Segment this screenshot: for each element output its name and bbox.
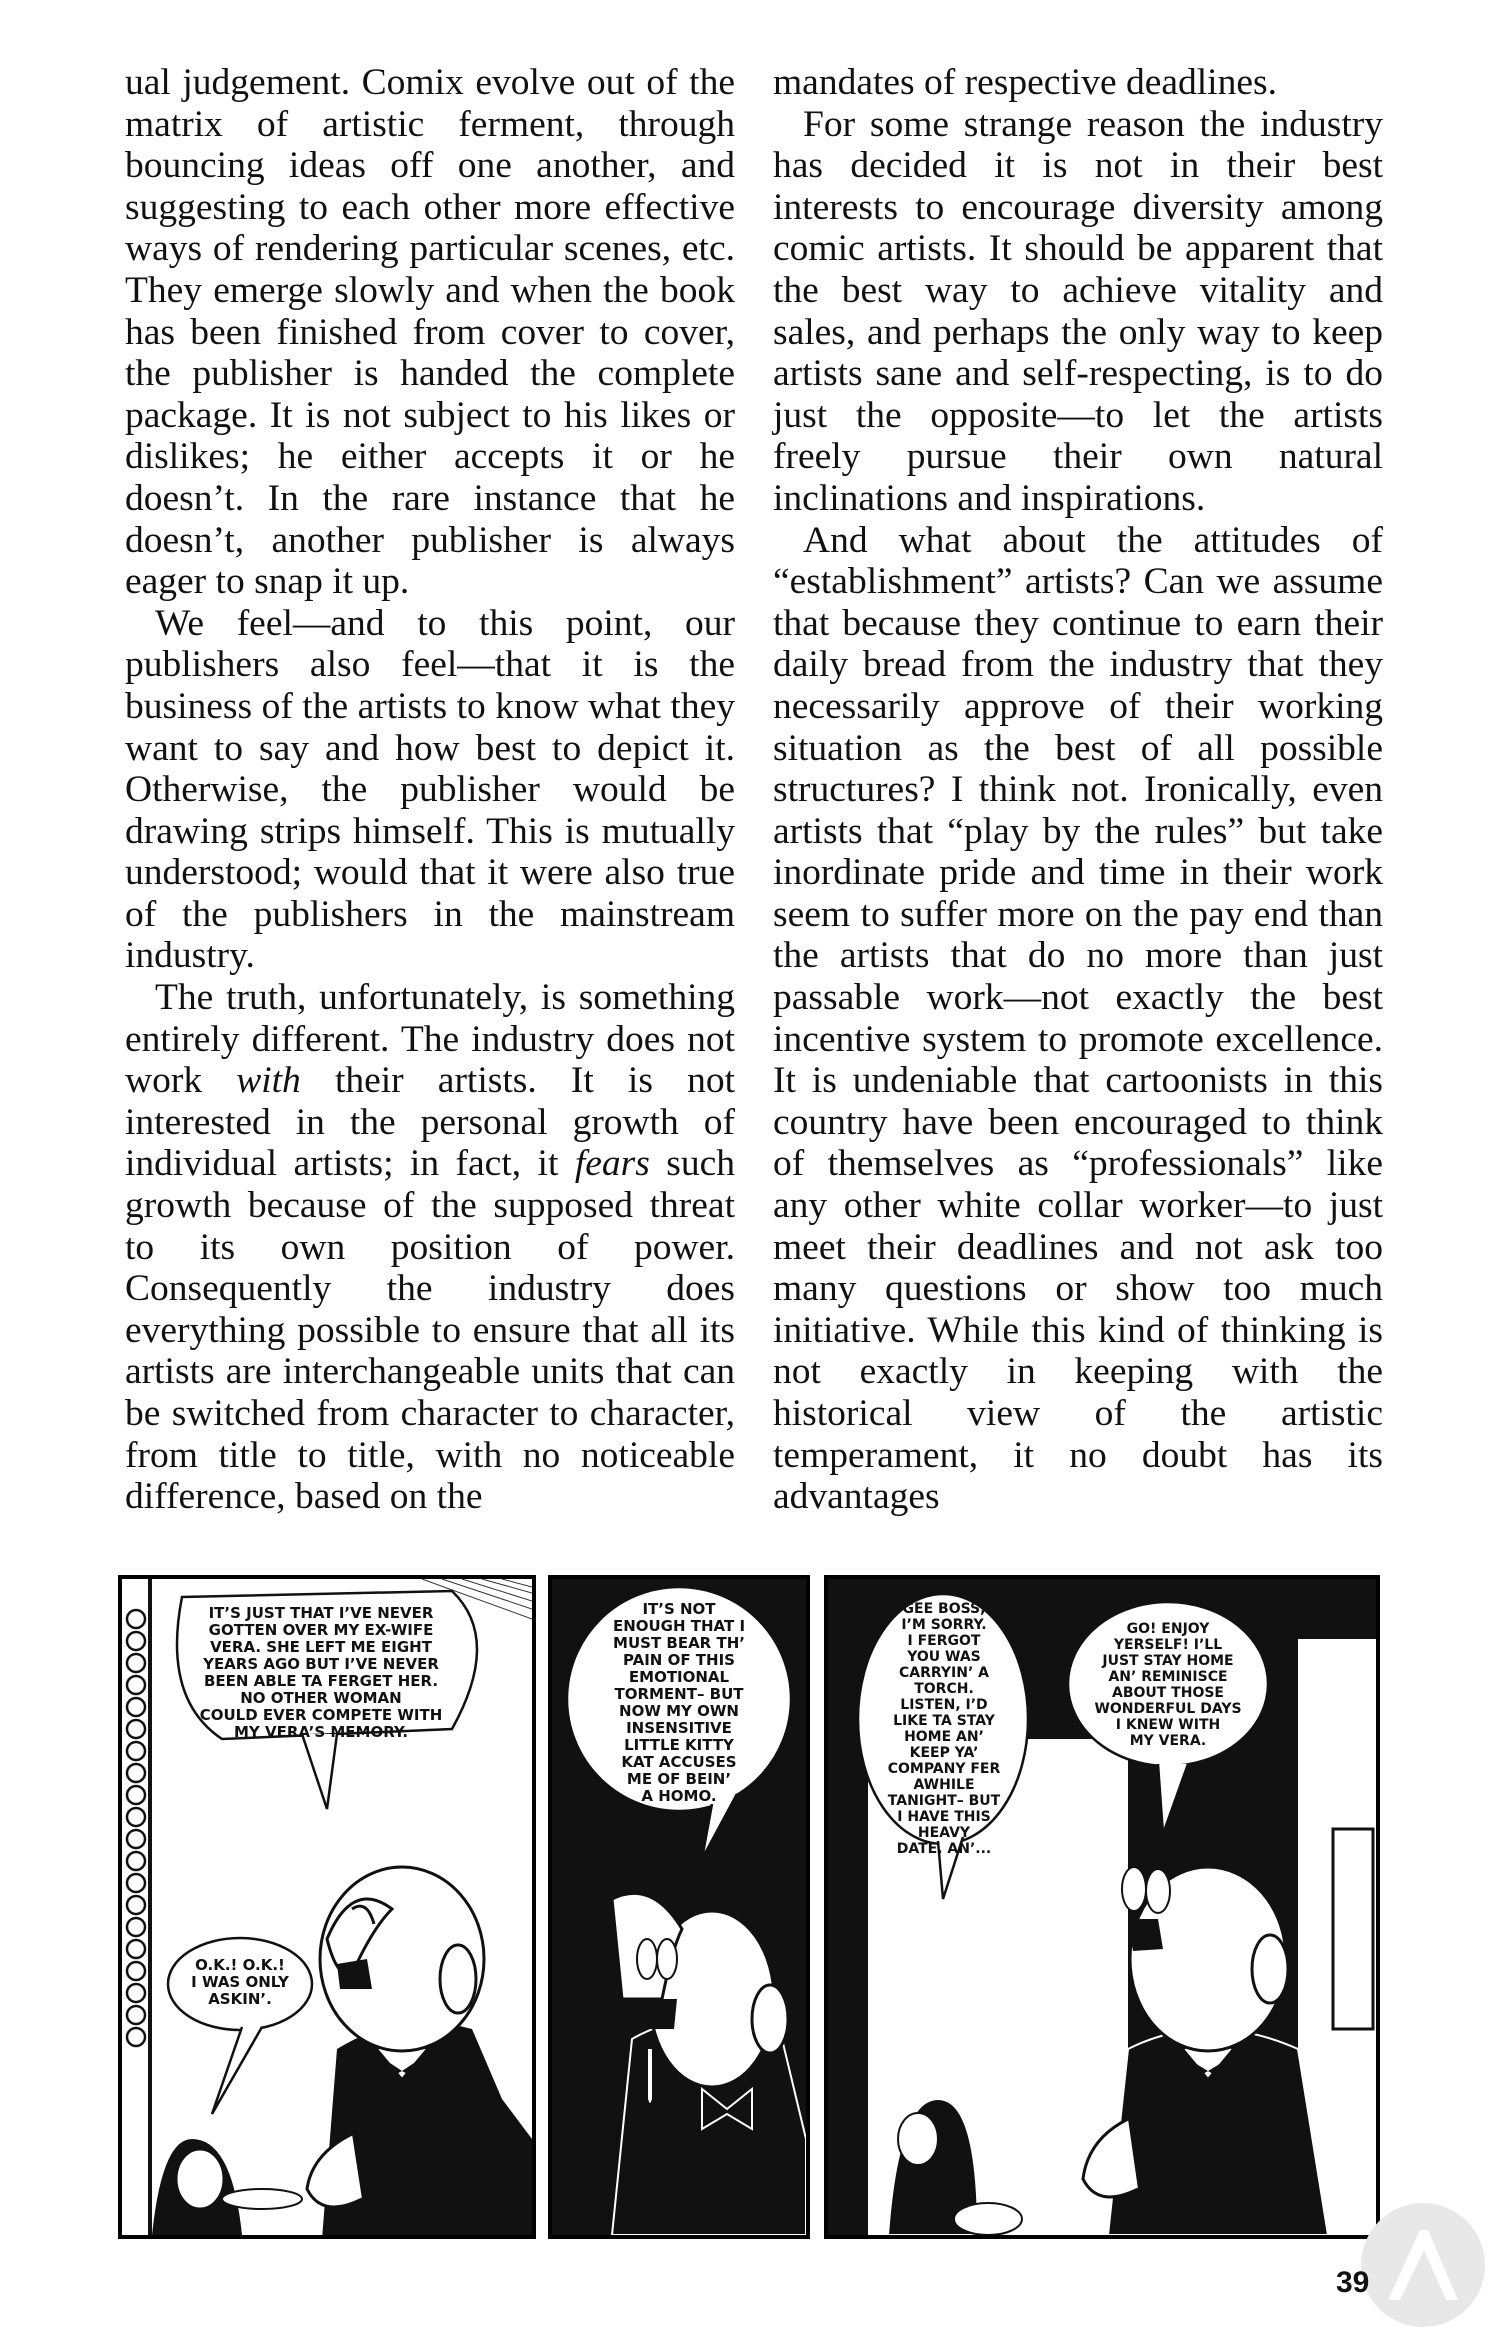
balloon-line: MY VERA’S MEMORY.	[233, 1723, 409, 1741]
balloon-line: WONDERFUL DAYS	[1094, 1701, 1242, 1717]
paragraph: For some strange reason the industry has decided it is not in their best interests to encourage diversity among comic artists. It should be apparent that the best way to achieve vitality and sales, and perhaps the only way to keep artists sane and self-respecting, is to do just the opposite—to let the artists freely pursue their own natural inclinations and inspirations.	[773, 103, 1383, 519]
balloon-line: IT’S NOT	[642, 1600, 716, 1618]
paragraph-text: their artists. It is not interested in the personal growth of individual artists; in fact, it	[125, 1060, 735, 1185]
balloon-line: KEEP YA’	[909, 1745, 979, 1761]
balloon-line: O.K.! O.K.!	[195, 1956, 285, 1974]
balloon-line: PAIN OF THIS	[623, 1651, 735, 1669]
paragraph: We feel—and to this point, our publishers also feel—that it is the business of the artists to know what they want to say and how best to depict it. Otherwise, the publisher would be drawing strips himself. This is mutually understood; would that it were also true of the publishers in the mainstream industry.	[125, 602, 735, 977]
balloon-line: JUST STAY HOME	[1102, 1653, 1234, 1669]
comic-strip	[118, 1575, 1380, 2240]
balloon-line: LIKE TA STAY	[893, 1713, 995, 1729]
balloon-line: HEAVY	[917, 1825, 971, 1841]
balloon-line: AWHILE	[913, 1777, 975, 1793]
paragraph-text: such growth because of the supposed threat to its own position of power. Consequently the industry does everything possible to ensure that all its artists are interchangeable units that can be switched from character to character, from title to title, with no noticeable difference, based on the	[125, 1143, 736, 1518]
paragraph: And what about the attitudes of “establishment” artists? Can we assume that because they continue to earn their daily bread from the industry that they necessarily approve of their working situation as the best of all possible structures? I think not. Ironically, even artists that “play by the rules” but take inordinate pride and time in their work seem to suffer more on the pay end than the artists that do no more than just passable work—not exactly the best incentive system to promote excellence. It is undeniable that cartoonists in this country have been encouraged to think of themselves as “professionals” like any other white collar worker—to just meet their deadlines and not ask too many questions or show too much initiative. While this kind of thinking is not exactly in keeping with the historical view of the artistic temperament, it no doubt has its advantages	[773, 519, 1383, 1518]
balloon-line: MUST BEAR TH’	[613, 1634, 745, 1652]
balloon-line: CARRYIN’ A	[899, 1665, 989, 1681]
balloon-line: LISTEN, I’D	[900, 1697, 988, 1713]
balloon-line: YOU WAS	[907, 1649, 981, 1665]
article-column-right	[773, 62, 1383, 1518]
balloon-line: YEARS AGO BUT I’VE NEVER	[203, 1655, 439, 1673]
balloon-line: YERSELF! I’LL	[1113, 1637, 1223, 1653]
watermark-logo-icon	[1358, 2200, 1488, 2330]
balloon-line: COULD EVER COMPETE WITH	[199, 1706, 443, 1724]
balloon-line: GOTTEN OVER MY EX-WIFE	[208, 1621, 434, 1639]
balloon-line: INSENSITIVE	[626, 1719, 732, 1737]
balloon-line: GEE BOSS,	[902, 1601, 986, 1617]
balloon-line: AN’ REMINISCE	[1108, 1669, 1228, 1685]
balloon-line: EMOTIONAL	[628, 1668, 730, 1686]
speech-balloon-top	[186, 1605, 456, 1741]
paragraph: ual judgement. Comix evolve out of the matrix of artistic ferment, through bouncing ideas off one another, and suggesting to each other more effective ways of rendering particular scenes, etc. They emerge slowly and when the book has been finished from cover to cover, the publisher is handed the complete package. It is not subject to his likes or dislikes; he either accepts it or he doesn’t. In the rare instance that he doesn’t, another publisher is always eager to snap it up.	[125, 62, 735, 603]
balloon-line: DATE, AN’...	[896, 1841, 992, 1857]
speech-balloon-right	[1080, 1621, 1256, 1749]
comic-panel-2	[548, 1575, 810, 2239]
balloon-line: KAT ACCUSES	[621, 1753, 737, 1771]
balloon-line: I WAS ONLY	[191, 1973, 289, 1991]
paragraph-text: The truth, unfortunately, is something entirely different. The industry does not work	[125, 977, 735, 1102]
balloon-line: I HAVE THIS	[897, 1809, 991, 1825]
balloon-line: NOW MY OWN	[619, 1702, 739, 1720]
speech-balloon	[579, 1601, 779, 1805]
balloon-line: ABOUT THOSE	[1111, 1685, 1224, 1701]
emphasis-text: fears	[574, 1143, 650, 1185]
balloon-line: IT’S JUST THAT I’VE NEVER	[208, 1604, 434, 1622]
balloon-line: I’M SORRY.	[901, 1617, 987, 1633]
comic-panel-3	[824, 1575, 1380, 2239]
balloon-line: ME OF BEIN’	[626, 1770, 732, 1788]
balloon-line: ASKIN’.	[208, 1990, 272, 2008]
balloon-line: TANIGHT– BUT	[887, 1793, 1001, 1809]
comic-panel-1	[118, 1575, 536, 2239]
speech-balloon-left	[866, 1601, 1022, 1857]
balloon-line: GO! ENJOY	[1126, 1621, 1210, 1637]
article-column-left	[125, 62, 735, 1518]
balloon-line: HOME AN’	[904, 1729, 984, 1745]
paragraph	[125, 977, 735, 1518]
balloon-line: MY VERA.	[1129, 1733, 1207, 1749]
balloon-line: VERA. SHE LEFT ME EIGHT	[210, 1638, 432, 1656]
balloon-line: NO OTHER WOMAN	[240, 1689, 402, 1707]
balloon-line: I KNEW WITH	[1115, 1717, 1221, 1733]
balloon-line: I FERGOT	[907, 1633, 981, 1649]
balloon-line: A HOMO.	[641, 1787, 717, 1805]
balloon-line: COMPANY FER	[887, 1761, 1001, 1777]
paragraph: mandates of respective deadlines.	[773, 62, 1277, 103]
speech-balloon-bottom	[178, 1957, 302, 2008]
balloon-line: ENOUGH THAT I	[612, 1617, 746, 1635]
balloon-line: LITTLE KITTY	[624, 1736, 734, 1754]
balloon-line: TORCH.	[914, 1681, 974, 1697]
balloon-line: BEEN ABLE TA FERGET HER.	[203, 1672, 439, 1690]
balloon-line: TORMENT– BUT	[614, 1685, 744, 1703]
emphasis-text: with	[236, 1060, 301, 1102]
page-number: 39	[1336, 2266, 1370, 2299]
